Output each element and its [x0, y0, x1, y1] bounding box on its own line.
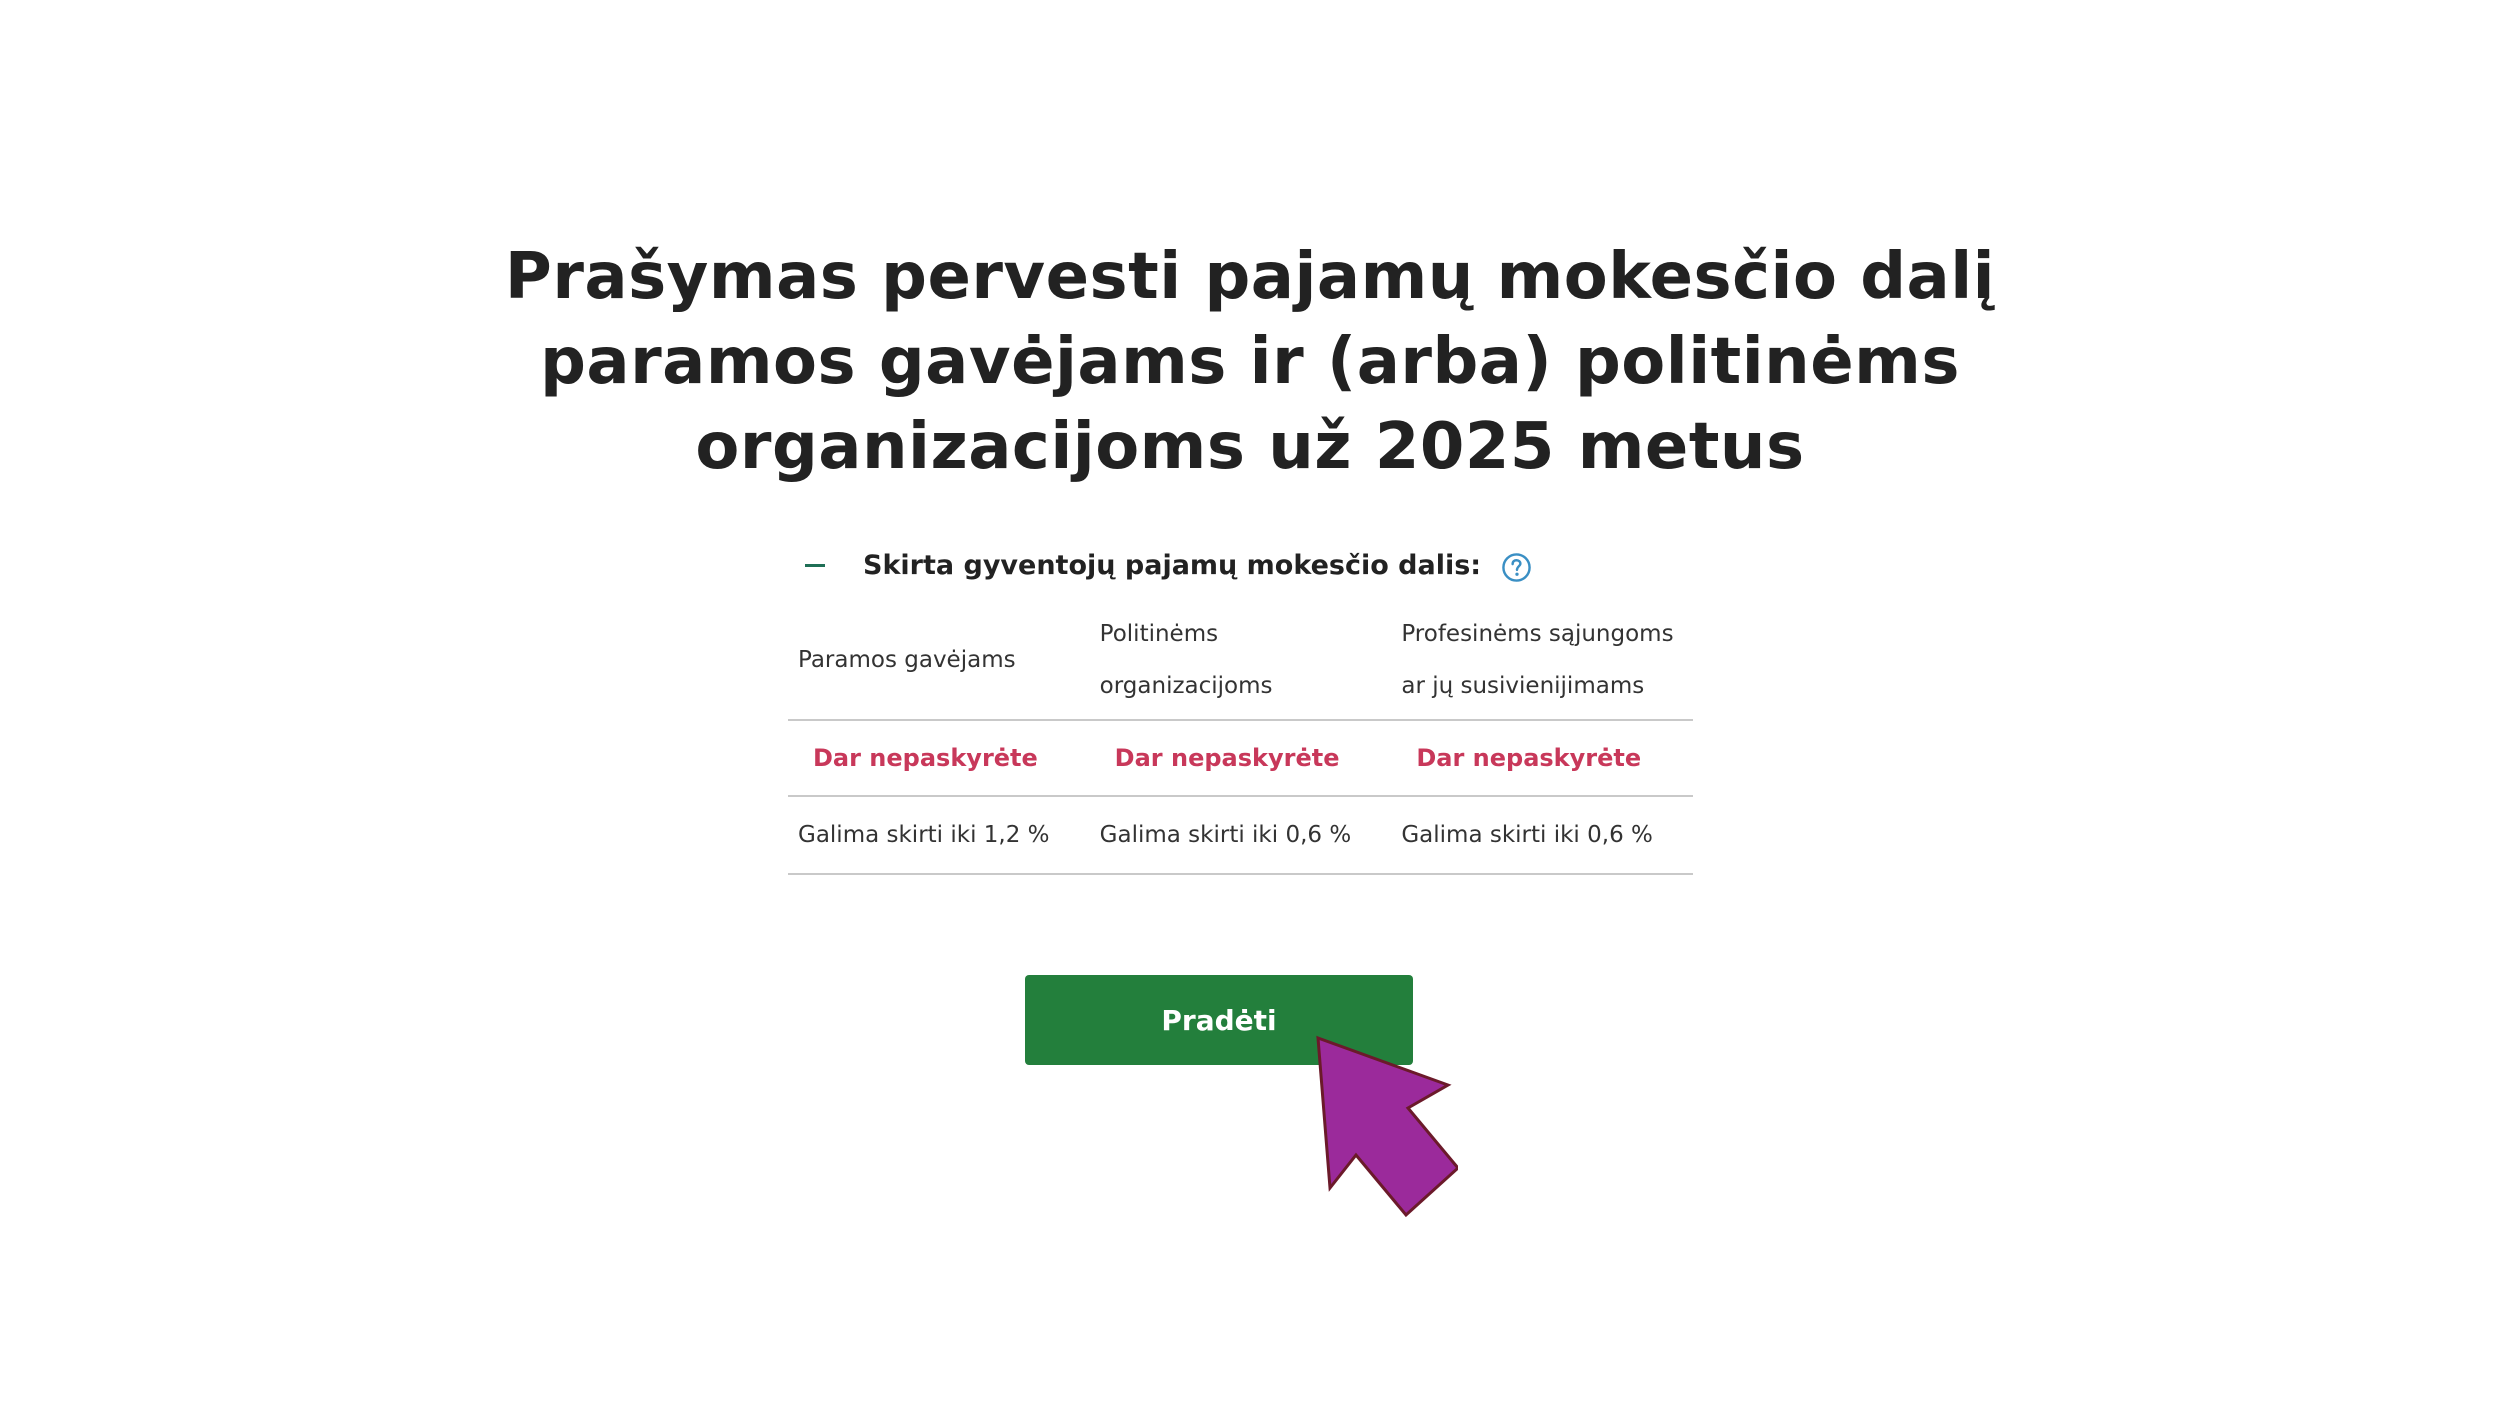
minus-icon[interactable] — [805, 564, 825, 567]
start-button[interactable]: Pradėti — [1025, 975, 1413, 1065]
section-header[interactable] — [788, 545, 1713, 585]
column-header-line: ar jų susivienijimams — [1401, 673, 1645, 699]
table-row-status — [788, 721, 1693, 797]
limit-trade-unions: Galima skirti iki 0,6 % — [1401, 822, 1653, 848]
limit-support-recipients: Galima skirti iki 1,2 % — [798, 822, 1050, 848]
page-title-line-2: paramos gavėjams ir (arba) politinėms — [540, 325, 1960, 399]
question-circle-icon[interactable] — [1501, 552, 1532, 583]
tax-share-section — [788, 545, 1713, 875]
section-title: Skirta gyventojų pajamų mokesčio dalis: — [863, 549, 1482, 581]
limit-political-organizations: Galima skirti iki 0,6 % — [1099, 822, 1352, 848]
table-row-limit — [788, 797, 1693, 875]
status-political-organizations: Dar nepaskyrėte — [1114, 744, 1340, 772]
page-title — [450, 235, 2050, 490]
status-trade-unions: Dar nepaskyrėte — [1416, 744, 1642, 772]
table-header-row — [788, 601, 1693, 721]
column-header-line: Politinėms — [1099, 621, 1219, 647]
column-header-line: Paramos gavėjams — [798, 647, 1016, 673]
column-header-line: organizacijoms — [1099, 673, 1273, 699]
page-title-line-3: organizacijoms už 2025 metus — [695, 410, 1805, 484]
column-header-trade-unions — [1391, 608, 1693, 712]
column-header-political-organizations — [1090, 608, 1392, 712]
status-support-recipients: Dar nepaskyrėte — [813, 744, 1038, 772]
allocation-table — [788, 601, 1693, 875]
column-header-line: Profesinėms sąjungoms — [1401, 621, 1674, 647]
column-header-support-recipients — [788, 634, 1090, 686]
page-title-line-1: Prašymas pervesti pajamų mokesčio dalį — [504, 240, 1996, 314]
